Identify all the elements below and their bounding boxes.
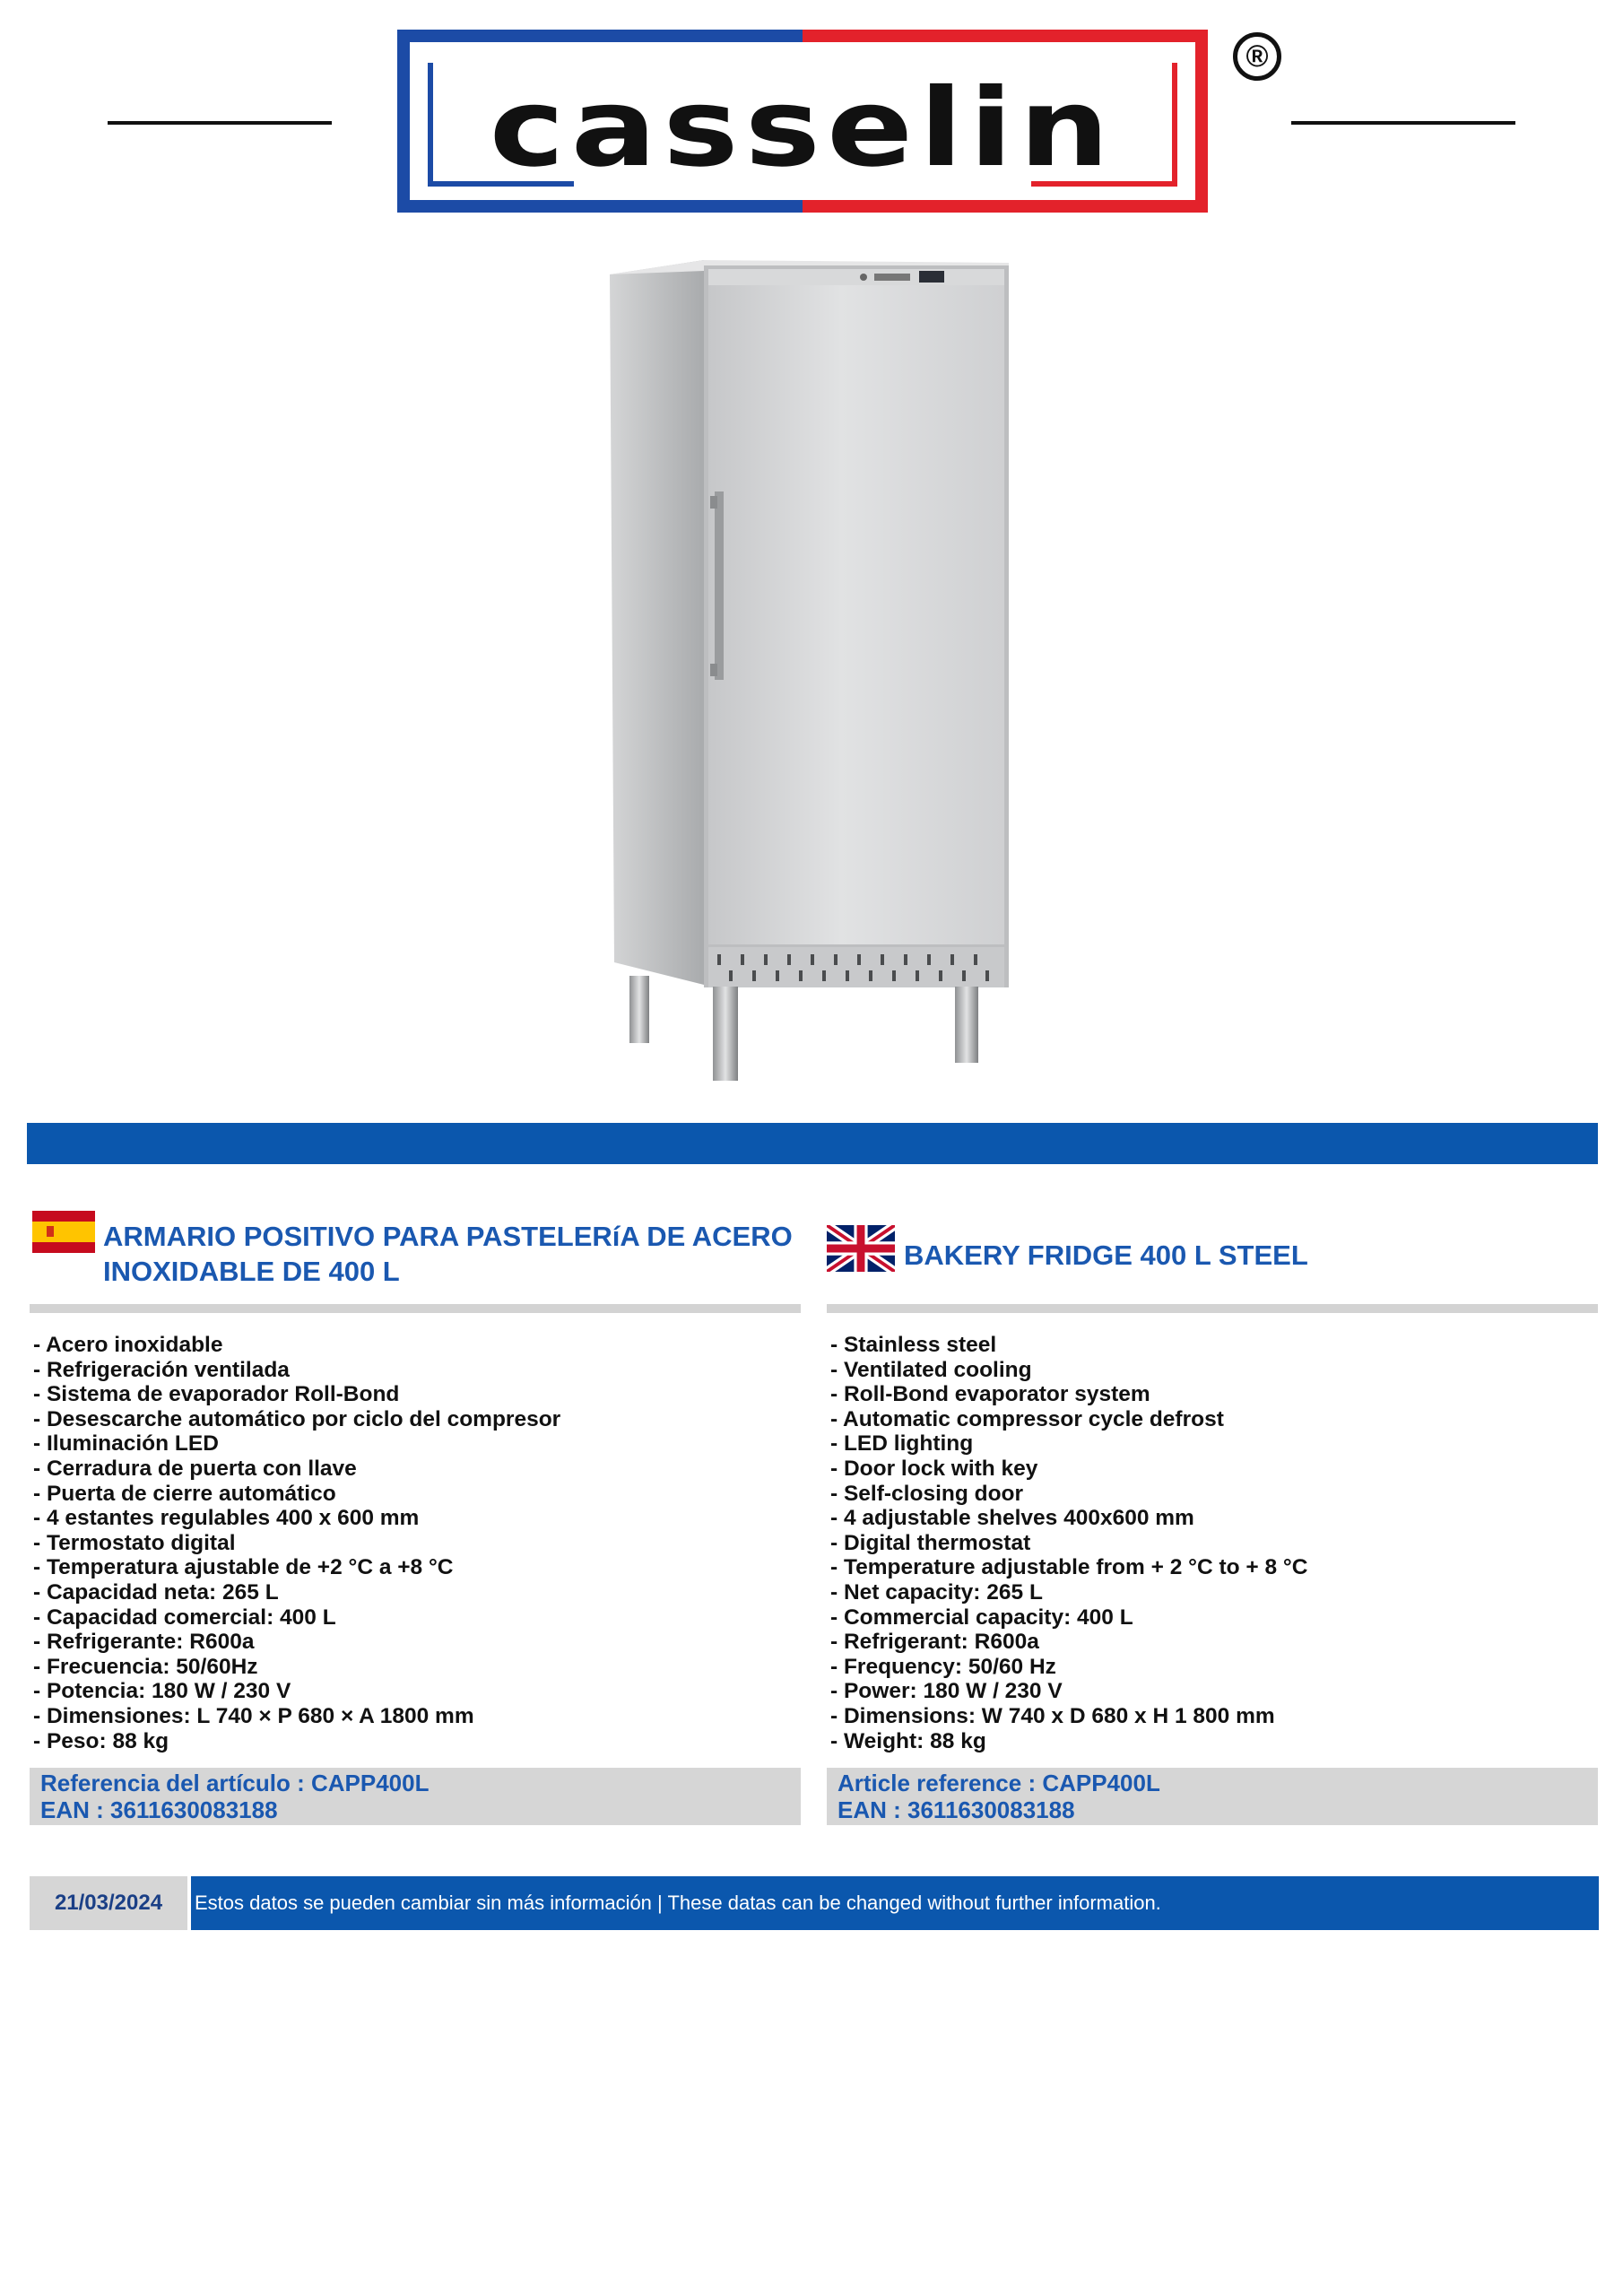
feature-item: - Refrigerant: R600a bbox=[830, 1630, 1039, 1655]
reference-box-spanish bbox=[30, 1768, 801, 1825]
ean-spanish: EAN : 3611630083188 bbox=[40, 1796, 278, 1823]
feature-item: - 4 adjustable shelves 400x600 mm bbox=[830, 1506, 1194, 1531]
article-reference-spanish: Referencia del artículo : CAPP400L bbox=[40, 1770, 430, 1796]
feature-item: - Sistema de evaporador Roll-Bond bbox=[33, 1382, 400, 1407]
feature-item: - Capacidad comercial: 400 L bbox=[33, 1605, 336, 1630]
feature-item: - Refrigerante: R600a bbox=[33, 1630, 255, 1655]
feature-item: - Stainless steel bbox=[830, 1333, 997, 1357]
fridge-image bbox=[610, 258, 1013, 1088]
feature-item: - Roll-Bond evaporator system bbox=[830, 1382, 1150, 1407]
spanish-section bbox=[30, 1202, 803, 1830]
flag-uk-icon bbox=[827, 1225, 895, 1272]
feature-item: - Power: 180 W / 230 V bbox=[830, 1679, 1063, 1704]
feature-item: - Cerradura de puerta con llave bbox=[33, 1456, 357, 1481]
english-header bbox=[827, 1202, 1600, 1300]
feature-list-spanish bbox=[33, 1333, 560, 1753]
feature-item: - Puerta de cierre automático bbox=[33, 1481, 336, 1506]
feature-item: - Commercial capacity: 400 L bbox=[830, 1605, 1133, 1630]
feature-item: - Peso: 88 kg bbox=[33, 1728, 169, 1753]
feature-item: - Self-closing door bbox=[830, 1481, 1024, 1506]
flag-spain-icon bbox=[32, 1211, 95, 1253]
header-rule-left bbox=[108, 121, 332, 125]
product-title-english: BAKERY FRIDGE 400 L STEEL bbox=[904, 1239, 1308, 1271]
feature-item: - Temperatura ajustable de +2 °C a +8 °C bbox=[33, 1555, 454, 1580]
spanish-rule bbox=[30, 1304, 801, 1313]
article-reference-english: Article reference : CAPP400L bbox=[838, 1770, 1160, 1796]
feature-item: - Termostato digital bbox=[33, 1530, 236, 1555]
feature-item: - Refrigeración ventilada bbox=[33, 1357, 290, 1382]
feature-item: - Weight: 88 kg bbox=[830, 1728, 986, 1753]
feature-item: - Potencia: 180 W / 230 V bbox=[33, 1679, 291, 1704]
footer-disclaimer: Estos datos se pueden cambiar sin más información | These datas can be changed without further information. bbox=[191, 1876, 1599, 1930]
english-rule bbox=[827, 1304, 1598, 1313]
feature-item: - Ventilated cooling bbox=[830, 1357, 1032, 1382]
reference-box-english bbox=[827, 1768, 1598, 1825]
feature-item: - Frequency: 50/60 Hz bbox=[830, 1654, 1056, 1679]
feature-item: - Desescarche automático por ciclo del compresor bbox=[33, 1406, 561, 1431]
feature-item: - Net capacity: 265 L bbox=[830, 1579, 1043, 1605]
feature-item: - 4 estantes regulables 400 x 600 mm bbox=[33, 1506, 420, 1531]
brand-logo bbox=[395, 27, 1282, 215]
feature-item: - LED lighting bbox=[830, 1431, 974, 1457]
ean-english: EAN : 3611630083188 bbox=[838, 1796, 1075, 1823]
section-divider-bar bbox=[27, 1123, 1598, 1164]
product-title-spanish: ARMARIO POSITIVO PARA PASTELERíA DE ACERO INOXIDABLE DE 400 L bbox=[103, 1221, 793, 1287]
feature-item: - Dimensions: W 740 x D 680 x H 1 800 mm bbox=[830, 1703, 1275, 1728]
feature-item: - Automatic compressor cycle defrost bbox=[830, 1406, 1224, 1431]
header-rule-right bbox=[1291, 121, 1515, 125]
feature-item: - Iluminación LED bbox=[33, 1431, 219, 1457]
feature-item: - Digital thermostat bbox=[830, 1530, 1031, 1555]
spanish-header bbox=[30, 1202, 803, 1300]
registered-mark-icon: ® bbox=[1233, 32, 1281, 81]
footer-date: 21/03/2024 bbox=[30, 1876, 187, 1930]
brand-wordmark: casselin bbox=[489, 66, 1116, 191]
feature-item: - Capacidad neta: 265 L bbox=[33, 1579, 279, 1605]
feature-item: - Acero inoxidable bbox=[33, 1333, 223, 1357]
feature-item: - Frecuencia: 50/60Hz bbox=[33, 1654, 258, 1679]
english-section bbox=[827, 1202, 1600, 1830]
feature-item: - Temperature adjustable from + 2 °C to + 8 °C bbox=[830, 1555, 1308, 1580]
feature-item: - Dimensiones: L 740 × P 680 × A 1800 mm bbox=[33, 1703, 474, 1728]
feature-list-english bbox=[830, 1333, 1307, 1753]
footer bbox=[30, 1876, 1599, 1930]
feature-item: - Door lock with key bbox=[830, 1456, 1038, 1481]
